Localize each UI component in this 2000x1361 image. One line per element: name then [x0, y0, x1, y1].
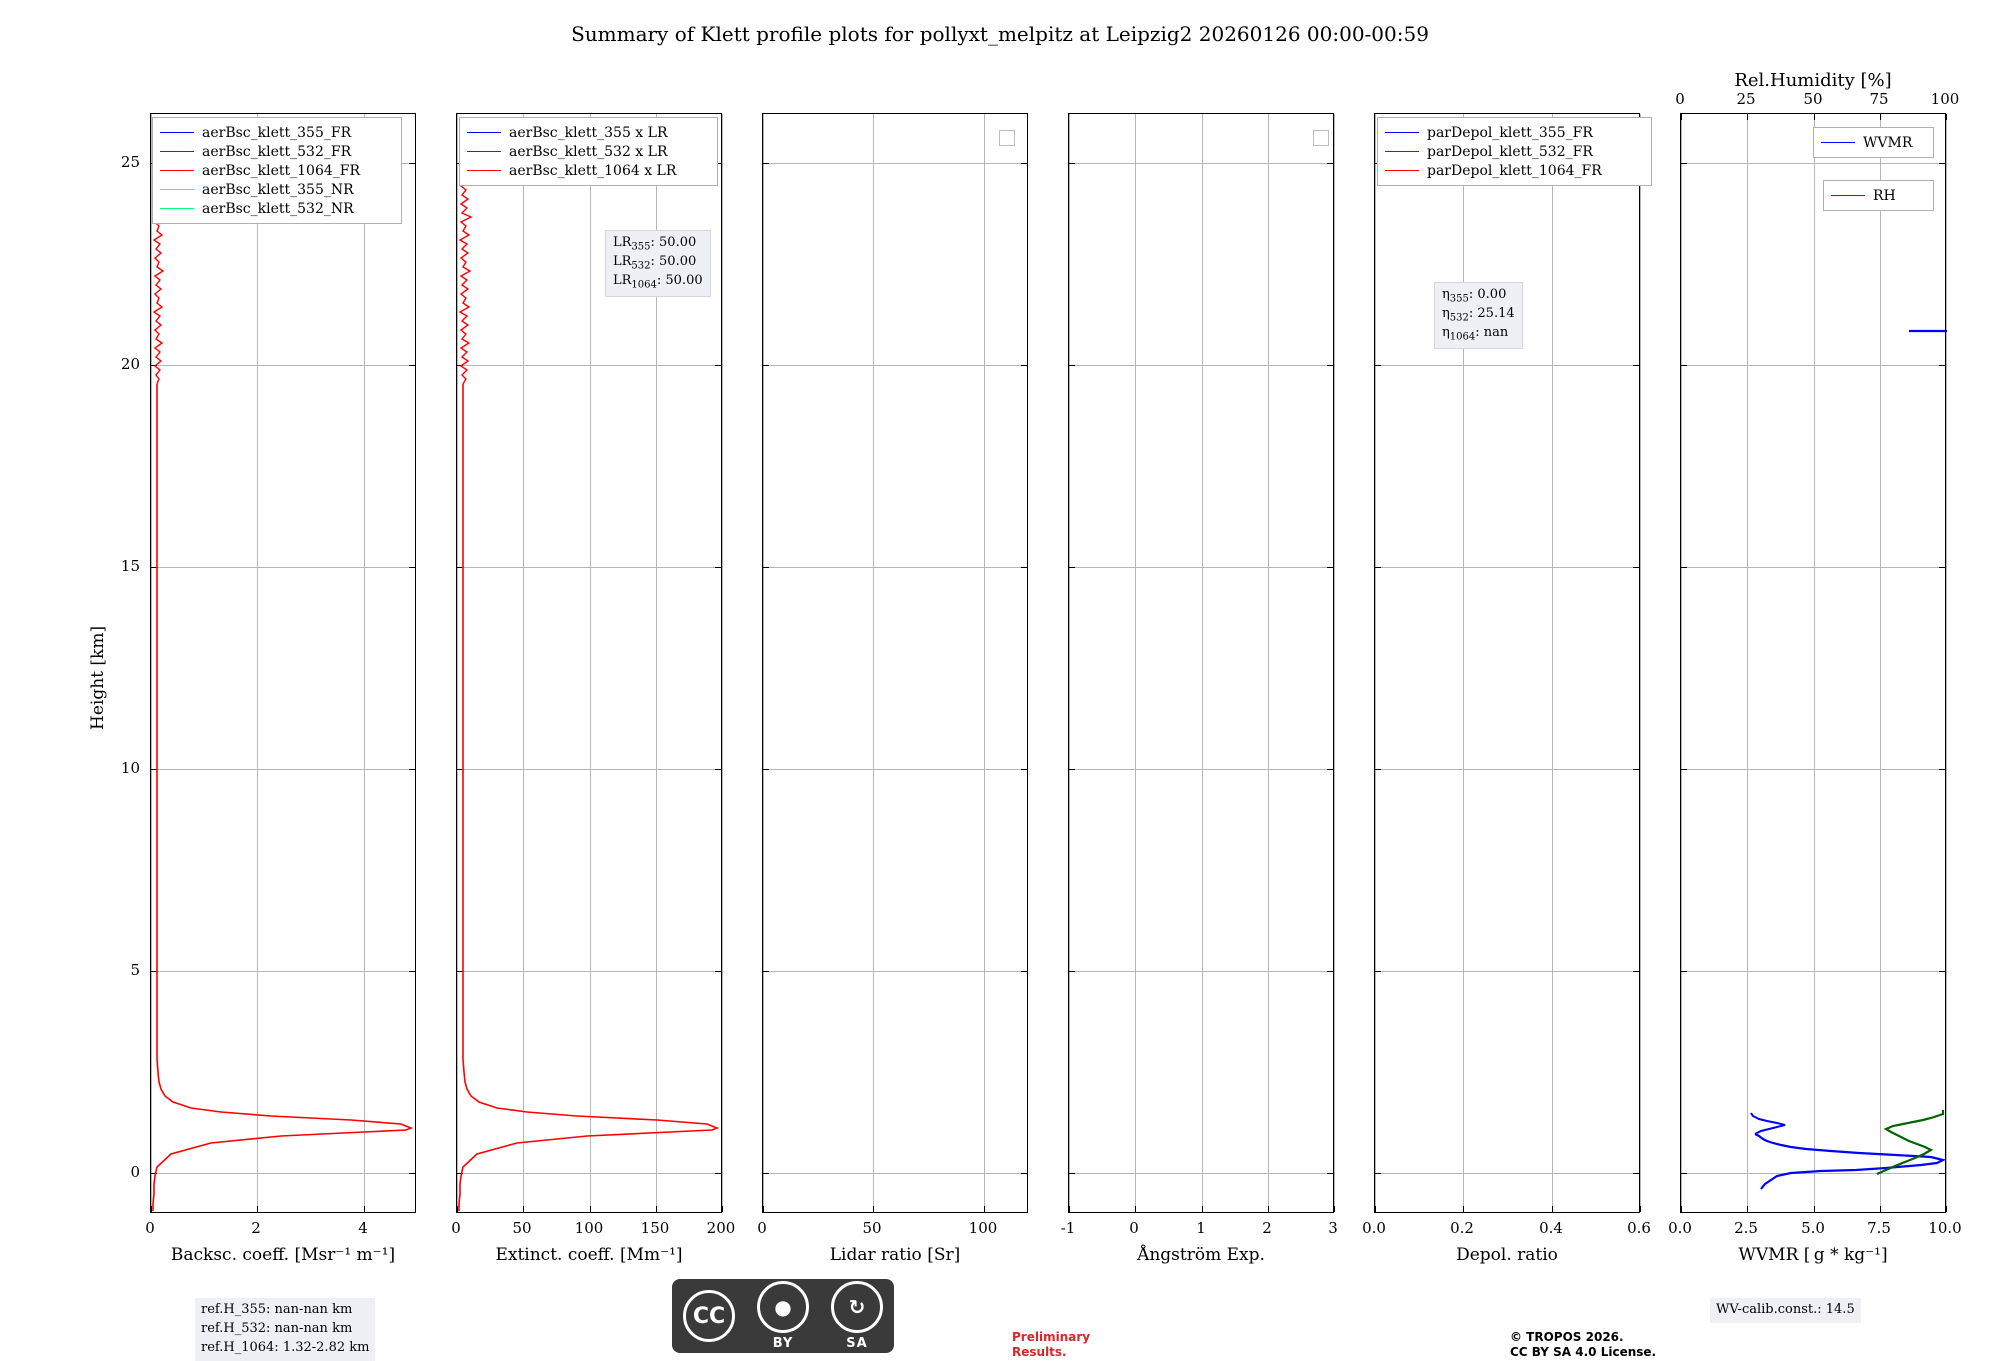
panel-backscatter — [150, 113, 416, 1213]
x-tick-label: -1 — [1060, 1219, 1076, 1237]
x-top-tick-label: 50 — [1803, 90, 1823, 108]
legend-label: aerBsc_klett_1064 x LR — [509, 162, 677, 179]
page-title: Summary of Klett profile plots for pollyxt_melpitz at Leipzig2 20260126 00:00-00:59 — [571, 22, 1429, 46]
x-tick-label: 50 — [862, 1219, 882, 1237]
copyright-line2: CC BY SA 4.0 License. — [1510, 1345, 1657, 1359]
legend-item — [160, 180, 394, 199]
x-tick-label: 10.0 — [1928, 1219, 1962, 1237]
legend-item — [1385, 161, 1644, 180]
empty-legend-placeholder — [999, 130, 1015, 146]
x-top-axis-title: Rel.Humidity [%] — [1734, 70, 1892, 91]
eta-infobox — [1434, 282, 1523, 349]
preliminary-line2: Results. — [1012, 1345, 1067, 1359]
legend-swatch — [467, 151, 501, 152]
eta-355-row: $\eta_{355}$: 0.00 — [1442, 287, 1507, 305]
eta-1064-value: nan — [1483, 325, 1509, 341]
x-tick-label: 3 — [1328, 1219, 1338, 1237]
legend-depol — [1377, 117, 1652, 186]
legend-swatch — [160, 189, 194, 190]
x-tick-label: 0 — [451, 1219, 461, 1237]
cc-icon — [672, 1279, 746, 1353]
legend-item — [1831, 186, 1926, 205]
legend-label: aerBsc_klett_355_NR — [202, 181, 354, 198]
x-top-tick-label: 100 — [1930, 90, 1960, 108]
legend-label: WVMR — [1863, 134, 1913, 151]
y-tick-label: 5 — [130, 961, 140, 979]
x-top-tick-label: 25 — [1736, 90, 1756, 108]
ref-h-1064: ref.H_1064: 1.32-2.82 km — [201, 1339, 370, 1355]
legend-wvmr — [1813, 127, 1934, 158]
preliminary-line1: Preliminary — [1012, 1330, 1091, 1344]
cc-license-badge[interactable] — [672, 1279, 894, 1353]
x-tick-label: 0.0 — [1668, 1219, 1692, 1237]
legend-swatch — [160, 132, 194, 133]
x-tick-label: 50 — [512, 1219, 532, 1237]
lr-1064-value: 50.00 — [665, 273, 703, 289]
legend-item — [467, 142, 710, 161]
ref-h-355: ref.H_355: nan-nan km — [201, 1302, 353, 1317]
legend-swatch — [160, 151, 194, 152]
y-tick-label: 0 — [130, 1163, 140, 1181]
x-tick-label: 0.2 — [1450, 1219, 1474, 1237]
legend-backscatter — [152, 117, 402, 224]
legend-swatch — [467, 170, 501, 171]
legend-label: RH — [1873, 187, 1896, 204]
y-tick-label: 20 — [120, 355, 140, 373]
x-tick-label: 100 — [968, 1219, 998, 1237]
lr-355-value: 50.00 — [659, 235, 697, 250]
x-tick-label: 5.0 — [1801, 1219, 1825, 1237]
legend-swatch — [1385, 132, 1419, 133]
legend-rh — [1823, 180, 1934, 211]
legend-item — [467, 161, 710, 180]
panel-lidar-ratio — [762, 113, 1028, 1213]
lidar-ratio-infobox — [605, 230, 711, 297]
legend-label: aerBsc_klett_355 x LR — [509, 124, 668, 141]
x-tick-label: 200 — [706, 1219, 736, 1237]
x-tick-label: 4 — [358, 1219, 368, 1237]
legend-swatch — [160, 208, 194, 209]
cc-sa-label: SA — [846, 1336, 868, 1351]
legend-item — [467, 123, 710, 142]
panel-angstrom — [1068, 113, 1334, 1213]
x-tick-label: 2 — [1262, 1219, 1272, 1237]
legend-label: parDepol_klett_532_FR — [1427, 143, 1593, 160]
legend-swatch — [1385, 151, 1419, 152]
legend-swatch — [1831, 195, 1865, 196]
legend-item — [1385, 123, 1644, 142]
cc-by-icon — [746, 1279, 820, 1353]
panel-depol-ratio — [1374, 113, 1640, 1213]
ref-h-532: ref.H_532: nan-nan km — [201, 1320, 353, 1336]
legend-item — [160, 161, 394, 180]
panel-wvmr-rh — [1680, 113, 1946, 1213]
x-axis-title-wvmr: WVMR [ g * kg⁻¹] — [1738, 1245, 1888, 1265]
x-tick-label: 100 — [574, 1219, 604, 1237]
legend-swatch — [160, 170, 194, 171]
legend-swatch — [467, 132, 501, 133]
cc-by-label: BY — [772, 1336, 794, 1351]
cc-circle-icon: CC — [683, 1290, 735, 1342]
x-tick-label: 7.5 — [1867, 1219, 1891, 1237]
legend-item — [160, 123, 394, 142]
lr-532-row: $LR_{532}$: 50.00 — [613, 254, 697, 272]
lr-532-value: 50.00 — [659, 254, 697, 270]
x-top-tick-label: 75 — [1869, 90, 1889, 108]
eta-355-value: 0.00 — [1477, 287, 1507, 302]
x-top-tick-label: 0 — [1675, 90, 1685, 108]
wv-calib-note: WV-calib.const.: 14.5 — [1710, 1298, 1861, 1323]
x-axis-title-lidar-ratio: Lidar ratio [Sr] — [829, 1245, 961, 1265]
legend-swatch — [1821, 142, 1855, 143]
x-tick-label: 2.5 — [1734, 1219, 1758, 1237]
x-axis-title-backscatter: Backsc. coeff. [Msr⁻¹ m⁻¹] — [170, 1245, 396, 1265]
x-tick-label: 2 — [251, 1219, 261, 1237]
legend-item — [160, 142, 394, 161]
legend-item — [1821, 133, 1926, 152]
legend-extinction — [459, 117, 718, 186]
legend-label: aerBsc_klett_532_FR — [202, 143, 352, 160]
legend-label: parDepol_klett_355_FR — [1427, 124, 1593, 141]
x-tick-label: 0.0 — [1362, 1219, 1386, 1237]
x-axis-title-angstrom: Ångström Exp. — [1137, 1245, 1265, 1265]
empty-legend-placeholder — [1313, 130, 1329, 146]
series-wvmr-rh — [1681, 114, 1947, 1214]
copyright-line1: © TROPOS 2026. — [1510, 1330, 1624, 1344]
y-axis-title: Height [km] — [88, 625, 108, 730]
lr-1064-row: $LR_{1064}$: 50.00 — [613, 273, 703, 291]
eta-1064-row: $\eta_{1064}$: nan — [1442, 325, 1509, 343]
eta-532-value: 25.14 — [1477, 306, 1515, 322]
x-axis-title-extinction: Extinct. coeff. [Mm⁻¹] — [495, 1245, 683, 1265]
x-tick-label: 0 — [1129, 1219, 1139, 1237]
cc-sa-icon — [820, 1279, 894, 1353]
x-tick-label: 0 — [757, 1219, 767, 1237]
eta-532-row: $\eta_{532}$: 25.14 — [1442, 306, 1515, 324]
x-tick-label: 0.6 — [1627, 1219, 1651, 1237]
legend-swatch — [1385, 170, 1419, 171]
y-tick-label: 10 — [120, 759, 140, 777]
lr-355-row: $LR_{355}$: 50.00 — [613, 235, 697, 253]
x-axis-title-depol: Depol. ratio — [1456, 1245, 1558, 1265]
legend-item — [160, 199, 394, 218]
legend-label: parDepol_klett_1064_FR — [1427, 162, 1602, 179]
share-alike-icon: ↻ — [831, 1281, 883, 1333]
legend-label: aerBsc_klett_532 x LR — [509, 143, 668, 160]
series-aerBsc-1064-FR — [151, 114, 417, 1214]
legend-label: aerBsc_klett_355_FR — [202, 124, 352, 141]
person-icon: ● — [757, 1281, 809, 1333]
x-tick-label: 0 — [145, 1219, 155, 1237]
x-tick-label: 150 — [640, 1219, 670, 1237]
legend-item — [1385, 142, 1644, 161]
x-tick-label: 0.4 — [1539, 1219, 1563, 1237]
y-tick-label: 15 — [120, 557, 140, 575]
x-tick-label: 1 — [1196, 1219, 1206, 1237]
y-tick-label: 25 — [120, 153, 140, 171]
preliminary-results-note — [1012, 1330, 1090, 1360]
legend-label: aerBsc_klett_532_NR — [202, 200, 354, 217]
copyright-note — [1510, 1330, 1656, 1360]
reference-heights-note — [195, 1298, 375, 1361]
legend-label: aerBsc_klett_1064_FR — [202, 162, 361, 179]
